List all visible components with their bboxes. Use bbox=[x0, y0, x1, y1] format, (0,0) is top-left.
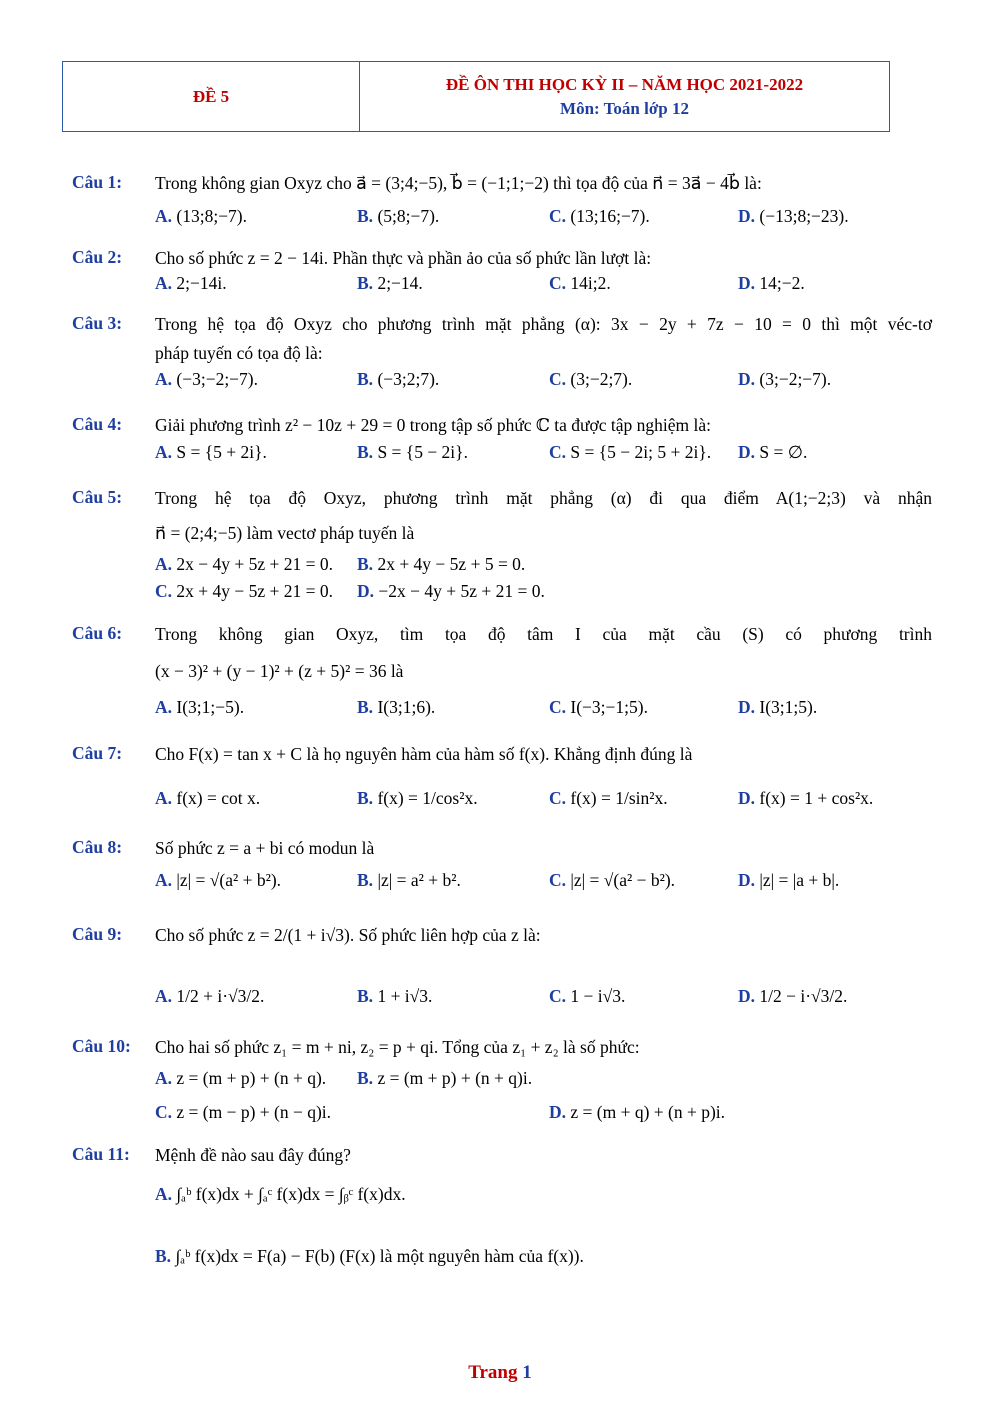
option-a[interactable]: A. 2;−14i. bbox=[155, 273, 227, 293]
option-c[interactable]: C. 14i;2. bbox=[549, 273, 611, 293]
option-a[interactable]: A. |z| = √(a² + b²). bbox=[155, 870, 282, 890]
question-number: Câu 6: bbox=[72, 623, 123, 643]
option-d[interactable]: D. I(3;1;5). bbox=[738, 697, 818, 717]
question-stem: Cho F(x) = tan x + C là họ nguyên hàm của hàm số f(x). Khẳng định đúng là bbox=[155, 744, 693, 764]
option-b[interactable]: B. z = (m + p) + (n + q)i. bbox=[357, 1068, 533, 1088]
question-stem: Trong hệ tọa độ Oxyz cho phương trình mặt phẳng (α): 3x − 2y + 7z − 10 = 0 thì một véc-tơ bbox=[155, 314, 932, 334]
option-d[interactable]: D. 1/2 − i·√3/2. bbox=[738, 986, 848, 1006]
option-b[interactable]: B. I(3;1;6). bbox=[357, 697, 436, 717]
option-c[interactable]: C. (3;−2;7). bbox=[549, 369, 633, 389]
question-number: Câu 1: bbox=[72, 172, 123, 192]
option-a[interactable]: A. f(x) = cot x. bbox=[155, 788, 261, 808]
exam-title: ĐỀ ÔN THI HỌC KỲ II – NĂM HỌC 2021-2022 bbox=[445, 74, 804, 94]
option-a[interactable]: A. (13;8;−7). bbox=[155, 206, 248, 226]
exam-header bbox=[62, 61, 890, 132]
option-d[interactable]: D. (−13;8;−23). bbox=[738, 206, 849, 226]
question-number: Câu 5: bbox=[72, 487, 123, 507]
option-a[interactable]: A. I(3;1;−5). bbox=[155, 697, 245, 717]
option-a[interactable]: A. ∫ₐᵇ f(x)dx + ∫ₐᶜ f(x)dx = ∫ᵦᶜ f(x)dx. bbox=[155, 1184, 406, 1204]
question-number: Câu 2: bbox=[72, 247, 123, 267]
option-c[interactable]: C. S = {5 − 2i; 5 + 2i}. bbox=[549, 442, 712, 462]
option-c[interactable]: C. (13;16;−7). bbox=[549, 206, 650, 226]
option-d[interactable]: D. z = (m + q) + (n + p)i. bbox=[549, 1102, 726, 1122]
question-number: Câu 4: bbox=[72, 414, 123, 434]
question-stem: Cho số phức z = 2/(1 + i√3). Số phức liên hợp của z là: bbox=[155, 925, 541, 945]
option-a[interactable]: A. 1/2 + i·√3/2. bbox=[155, 986, 265, 1006]
option-c[interactable]: C. I(−3;−1;5). bbox=[549, 697, 648, 717]
option-a[interactable]: A. S = {5 + 2i}. bbox=[155, 442, 267, 462]
question-number: Câu 8: bbox=[72, 837, 123, 857]
option-b[interactable]: B. 2;−14. bbox=[357, 273, 423, 293]
question-stem-continued: (x − 3)² + (y − 1)² + (z + 5)² = 36 là bbox=[155, 661, 404, 681]
question-number: Câu 10: bbox=[72, 1036, 131, 1056]
question-stem: Cho số phức z = 2 − 14i. Phần thực và phần ảo của số phức lần lượt là: bbox=[155, 248, 652, 268]
option-b[interactable]: B. S = {5 − 2i}. bbox=[357, 442, 468, 462]
option-d[interactable]: D. |z| = |a + b|. bbox=[738, 870, 840, 890]
option-b[interactable]: B. ∫ₐᵇ f(x)dx = F(a) − F(b) (F(x) là một nguyên hàm của f(x)). bbox=[155, 1246, 584, 1266]
option-b[interactable]: B. 1 + i√3. bbox=[357, 986, 433, 1006]
option-d[interactable]: D. −2x − 4y + 5z + 21 = 0. bbox=[357, 581, 545, 601]
option-c[interactable]: C. f(x) = 1/sin²x. bbox=[549, 788, 668, 808]
option-d[interactable]: D. (3;−2;−7). bbox=[738, 369, 832, 389]
option-a[interactable]: A. 2x − 4y + 5z + 21 = 0. bbox=[155, 554, 334, 574]
question-number: Câu 9: bbox=[72, 924, 123, 944]
question-number: Câu 11: bbox=[72, 1144, 130, 1164]
option-b[interactable]: B. f(x) = 1/cos²x. bbox=[357, 788, 478, 808]
option-c[interactable]: C. 1 − i√3. bbox=[549, 986, 626, 1006]
option-c[interactable]: C. 2x + 4y − 5z + 21 = 0. bbox=[155, 581, 334, 601]
option-d[interactable]: D. f(x) = 1 + cos²x. bbox=[738, 788, 874, 808]
question-stem: Số phức z = a + bi có modun là bbox=[155, 838, 375, 858]
question-number: Câu 3: bbox=[72, 313, 123, 333]
option-d[interactable]: D. S = ∅. bbox=[738, 442, 808, 462]
question-stem: Trong không gian Oxyz cho a⃗ = (3;4;−5), b⃗ = (−1;1;−2) thì tọa độ của n⃗ = 3a⃗ − 4b⃗ là: bbox=[155, 173, 762, 193]
question-stem-continued: pháp tuyến có tọa độ là: bbox=[155, 343, 323, 363]
question-number: Câu 7: bbox=[72, 743, 123, 763]
question-stem: Trong hệ tọa độ Oxyz, phương trình mặt phẳng (α) đi qua điểm A(1;−2;3) và nhận bbox=[155, 488, 932, 508]
option-b[interactable]: B. 2x + 4y − 5z + 5 = 0. bbox=[357, 554, 526, 574]
option-b[interactable]: B. (5;8;−7). bbox=[357, 206, 440, 226]
option-d[interactable]: D. 14;−2. bbox=[738, 273, 805, 293]
option-c[interactable]: C. |z| = √(a² − b²). bbox=[549, 870, 676, 890]
option-b[interactable]: B. |z| = a² + b². bbox=[357, 870, 461, 890]
option-c[interactable]: C. z = (m − p) + (n − q)i. bbox=[155, 1102, 332, 1122]
page-number: 1 bbox=[522, 1362, 532, 1383]
question-stem: Giải phương trình z² − 10z + 29 = 0 trong tập số phức ℂ ta được tập nghiệm là: bbox=[155, 415, 711, 435]
option-a[interactable]: A. z = (m + p) + (n + q). bbox=[155, 1068, 327, 1088]
question-stem: Trong không gian Oxyz, tìm tọa độ tâm I của mặt cầu (S) có phương trình bbox=[155, 624, 932, 644]
option-b[interactable]: B. (−3;2;7). bbox=[357, 369, 440, 389]
option-a[interactable]: A. (−3;−2;−7). bbox=[155, 369, 259, 389]
exam-title-block bbox=[360, 62, 889, 131]
exam-subject: Môn: Toán lớp 12 bbox=[560, 98, 689, 118]
page-label: Trang bbox=[468, 1362, 518, 1383]
exam-code: ĐỀ 5 bbox=[63, 62, 360, 131]
question-stem-continued: n⃗ = (2;4;−5) làm vectơ pháp tuyến là bbox=[155, 523, 415, 543]
question-stem: Mệnh đề nào sau đây đúng? bbox=[155, 1145, 351, 1165]
page-footer bbox=[0, 1362, 1000, 1384]
question-stem: Cho hai số phức z₁ = m + ni, z₂ = p + qi. Tổng của z₁ + z₂ là số phức: bbox=[155, 1037, 640, 1057]
